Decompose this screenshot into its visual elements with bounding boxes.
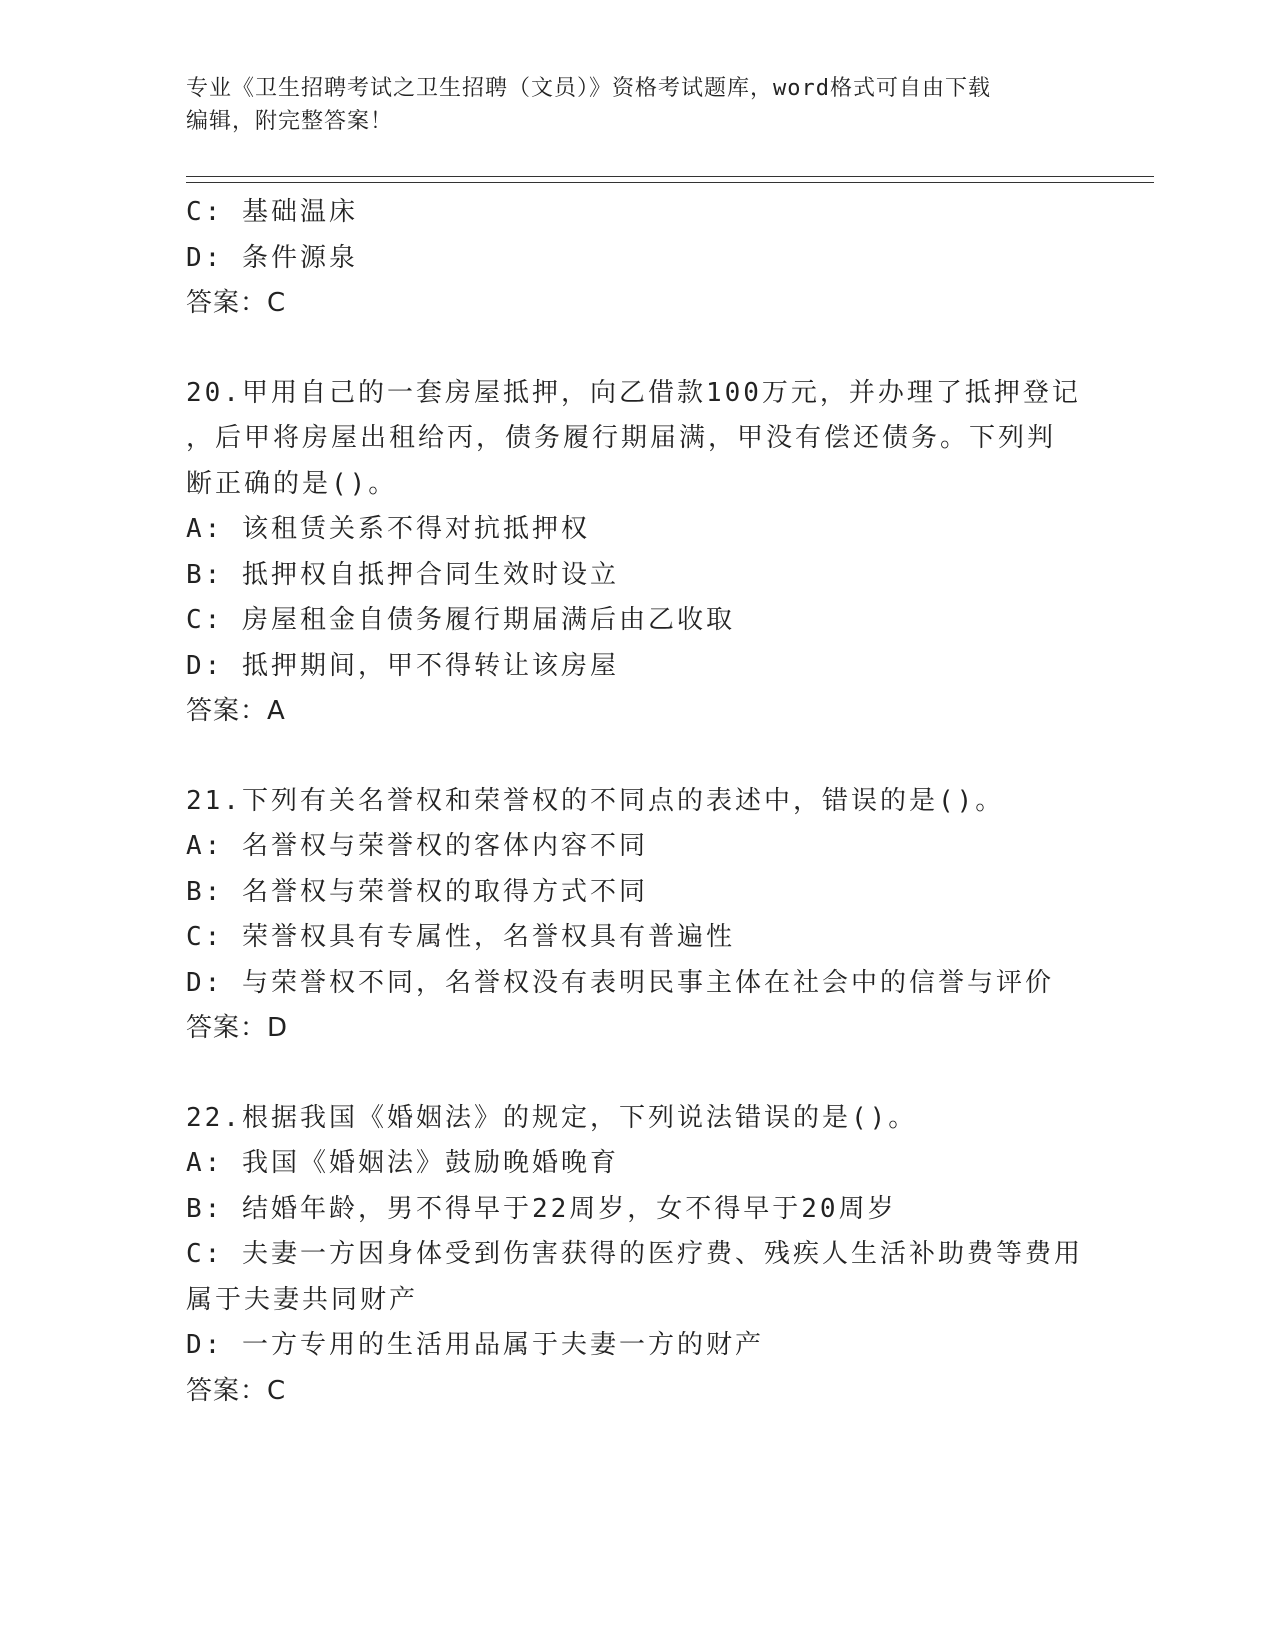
answer-line: 答案：C xyxy=(186,1375,287,1406)
option-d: D: 与荣誉权不同，名誉权没有表明民事主体在社会中的信誉与评价 xyxy=(186,967,1054,998)
question-stem-line: 断正确的是()。 xyxy=(186,468,398,499)
option-a: A: 我国《婚姻法》鼓励晚婚晚育 xyxy=(186,1148,619,1178)
question-stem-line: 20.甲用自己的一套房屋抵押，向乙借款100万元，并办理了抵押登记 xyxy=(186,377,1081,408)
question-stem-line: ，后甲将房屋出租给丙，债务履行期届满，甲没有偿还债务。下列判 xyxy=(186,423,1057,453)
question-stem-line: 21.下列有关名誉权和荣誉权的不同点的表述中，错误的是()。 xyxy=(186,785,1005,816)
option-c: C: 房屋租金自债务履行期届满后由乙收取 xyxy=(186,605,735,635)
option-c: C: 荣誉权具有专属性，名誉权具有普遍性 xyxy=(186,922,735,952)
option-a: A: 名誉权与荣誉权的客体内容不同 xyxy=(186,831,648,861)
option-a: A: 该租赁关系不得对抗抵押权 xyxy=(186,514,590,544)
spacer xyxy=(186,735,1086,779)
question-21 xyxy=(186,779,1086,1052)
question-stem-line: 22.根据我国《婚姻法》的规定，下列说法错误的是()。 xyxy=(186,1102,918,1133)
prev-question-block xyxy=(186,190,1086,327)
option-d: D: 抵押期间，甲不得转让该房屋 xyxy=(186,650,619,681)
option-b: B: 抵押权自抵押合同生效时设立 xyxy=(186,559,619,590)
question-22 xyxy=(186,1096,1086,1415)
option-d: D: 一方专用的生活用品属于夫妻一方的财产 xyxy=(186,1330,764,1360)
header-line-1: 专业《卫生招聘考试之卫生招聘（文员）》资格考试题库，word格式可自由下载 xyxy=(186,76,991,101)
answer-line: 答案：A xyxy=(186,696,286,726)
option-c: C: 基础温床 xyxy=(186,197,358,227)
page-header xyxy=(186,72,1086,138)
header-rule-top xyxy=(186,176,1154,177)
question-20 xyxy=(186,371,1086,735)
answer-line: 答案：C xyxy=(186,288,287,318)
option-b: B: 结婚年龄，男不得早于22周岁，女不得早于20周岁 xyxy=(186,1193,897,1224)
option-d: D: 条件源泉 xyxy=(186,242,358,273)
answer-line: 答案：D xyxy=(186,1013,289,1043)
spacer xyxy=(186,327,1086,371)
header-line-2: 编辑，附完整答案！ xyxy=(186,109,394,134)
option-b: B: 名誉权与荣誉权的取得方式不同 xyxy=(186,876,648,907)
spacer xyxy=(186,1052,1086,1096)
document-body xyxy=(186,190,1086,1414)
option-c: C: 夫妻一方因身体受到伤害获得的医疗费、残疾人生活补助费等费用 xyxy=(186,1239,1083,1269)
option-c-continued: 属于夫妻共同财产 xyxy=(186,1284,419,1315)
header-rule-bottom xyxy=(186,182,1154,183)
